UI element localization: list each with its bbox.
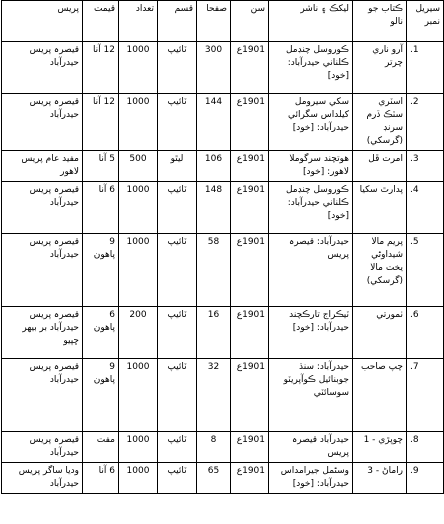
cell-year: 1901ع xyxy=(231,432,269,463)
cell-author: حيدرآباد: قيصرہ پريس xyxy=(269,234,353,307)
cell-price: 12 آنا xyxy=(83,42,119,94)
cell-quantity: 1000 xyxy=(119,94,158,151)
table-row xyxy=(2,234,444,307)
cell-kind: ٽائيپ xyxy=(158,432,197,463)
cell-quantity: 1000 xyxy=(119,359,158,432)
cell-title: راماڻ - 3 xyxy=(353,463,407,494)
cell-year: 1901ع xyxy=(231,307,269,359)
cell-kind: ٽائيپ xyxy=(158,463,197,494)
cell-price: 9 پاهون xyxy=(83,359,119,432)
cell-press: قيصرہ پريس حيدرآباد xyxy=(2,234,83,307)
cell-title: آرو ناري چرتر xyxy=(353,42,407,94)
cell-serial: 3. xyxy=(407,151,444,182)
cell-serial: 4. xyxy=(407,182,444,234)
cell-quantity: 1000 xyxy=(119,42,158,94)
cell-press: قيصرہ پريس حيدرآباد xyxy=(2,94,83,151)
header-title: ڪتاب جو نالو xyxy=(353,1,407,42)
cell-year: 1901ع xyxy=(231,359,269,432)
table-row xyxy=(2,463,444,494)
cell-pages: 148 xyxy=(197,182,231,234)
table-row xyxy=(2,42,444,94)
cell-pages: 106 xyxy=(197,151,231,182)
cell-serial: 1. xyxy=(407,42,444,94)
table-row xyxy=(2,359,444,432)
cell-author: ڪوروسل چنڊمل ڪلناني حيدرآباد: [خود] xyxy=(269,42,353,94)
cell-quantity: 200 xyxy=(119,307,158,359)
header-pages: صفحا xyxy=(197,1,231,42)
cell-kind: ٽائيپ xyxy=(158,182,197,234)
cell-author: حيدرآباد قيصرہ پريس xyxy=(269,432,353,463)
cell-serial: 9. xyxy=(407,463,444,494)
cell-press: قيصرہ پريس حيدرآباد xyxy=(2,359,83,432)
cell-quantity: 1000 xyxy=(119,432,158,463)
cell-author: سکي سيرومل کيلداس سگرائي حيدرآباد: [خود] xyxy=(269,94,353,151)
cell-pages: 300 xyxy=(197,42,231,94)
cell-kind: ليٿو xyxy=(158,151,197,182)
cell-press: وديا ساگر پريس حيدرآباد xyxy=(2,463,83,494)
header-year: سن xyxy=(231,1,269,42)
cell-title: چوپڙي - 1 xyxy=(353,432,407,463)
cell-pages: 8 xyxy=(197,432,231,463)
cell-kind: ٽائيپ xyxy=(158,307,197,359)
cell-serial: 7. xyxy=(407,359,444,432)
cell-press: مفيد عام پريس لاهور xyxy=(2,151,83,182)
header-kind: قسم xyxy=(158,1,197,42)
cell-title: ٺمورتي xyxy=(353,307,407,359)
cell-quantity: 1000 xyxy=(119,234,158,307)
cell-press: قيصرہ پريس حيدرآباد xyxy=(2,432,83,463)
table-row xyxy=(2,151,444,182)
cell-year: 1901ع xyxy=(231,151,269,182)
cell-author: هوتچند سرگوملا لاهور: [خود] xyxy=(269,151,353,182)
cell-serial: 5. xyxy=(407,234,444,307)
cell-serial: 8. xyxy=(407,432,444,463)
cell-pages: 58 xyxy=(197,234,231,307)
cell-title: امرت ڦل xyxy=(353,151,407,182)
header-row xyxy=(2,1,444,42)
cell-kind: ٽائيپ xyxy=(158,42,197,94)
table-row xyxy=(2,307,444,359)
cell-pages: 16 xyxy=(197,307,231,359)
cell-pages: 144 xyxy=(197,94,231,151)
cell-kind: ٽائيپ xyxy=(158,359,197,432)
cell-year: 1901ع xyxy=(231,463,269,494)
table-row xyxy=(2,432,444,463)
cell-year: 1901ع xyxy=(231,234,269,307)
cell-kind: ٽائيپ xyxy=(158,94,197,151)
table-row xyxy=(2,94,444,151)
cell-author: وسڻمل جيرامداس حيدرآباد: [خود] xyxy=(269,463,353,494)
cell-quantity: 500 xyxy=(119,151,158,182)
cell-price: 12 آنا xyxy=(83,94,119,151)
cell-title: اسٽري سٽڪ ڏرم سرنڊ (گرسکي) xyxy=(353,94,407,151)
cell-price: 6 آنا xyxy=(83,463,119,494)
cell-press: قيصرہ پريس حيدرآباد بر بيهر ڇپيو xyxy=(2,307,83,359)
cell-year: 1901ع xyxy=(231,42,269,94)
cell-title: پريم مالا شيداوڻي يخت مالا (گرسکي) xyxy=(353,234,407,307)
cell-price: 5 آنا xyxy=(83,151,119,182)
cell-price: 6 پاهون xyxy=(83,307,119,359)
cell-price: 9 پاهون xyxy=(83,234,119,307)
header-price: قيمت xyxy=(83,1,119,42)
cell-price: 6 آنا xyxy=(83,182,119,234)
cell-author: ٽيڪراج تارڪچند حيدرآباد: [خود] xyxy=(269,307,353,359)
cell-title: چپ صاحب xyxy=(353,359,407,432)
header-press: پريس xyxy=(2,1,83,42)
cell-press: قيصرہ پريس حيدرآباد xyxy=(2,42,83,94)
cell-quantity: 1000 xyxy=(119,182,158,234)
cell-year: 1901ع xyxy=(231,94,269,151)
cell-author: ڪوروسل چنڊمل ڪلناني حيدرآباد: [خود] xyxy=(269,182,353,234)
book-catalog-table xyxy=(1,0,444,494)
cell-press: قيصرہ پريس حيدرآباد xyxy=(2,182,83,234)
cell-title: پدارٿ سکيا xyxy=(353,182,407,234)
header-quantity: تعداد xyxy=(119,1,158,42)
header-author: ليکڪ ۽ ناشر xyxy=(269,1,353,42)
header-serial: سيريل نمبر xyxy=(407,1,444,42)
cell-serial: 2. xyxy=(407,94,444,151)
cell-price: مفت xyxy=(83,432,119,463)
cell-author: حيدرآباد: سنڌ جوبنائيل ڪوآپريٽو سوسائٽي xyxy=(269,359,353,432)
table-row xyxy=(2,182,444,234)
cell-year: 1901ع xyxy=(231,182,269,234)
cell-quantity: 1000 xyxy=(119,463,158,494)
cell-pages: 32 xyxy=(197,359,231,432)
cell-kind: ٽائيپ xyxy=(158,234,197,307)
cell-pages: 65 xyxy=(197,463,231,494)
cell-serial: 6. xyxy=(407,307,444,359)
